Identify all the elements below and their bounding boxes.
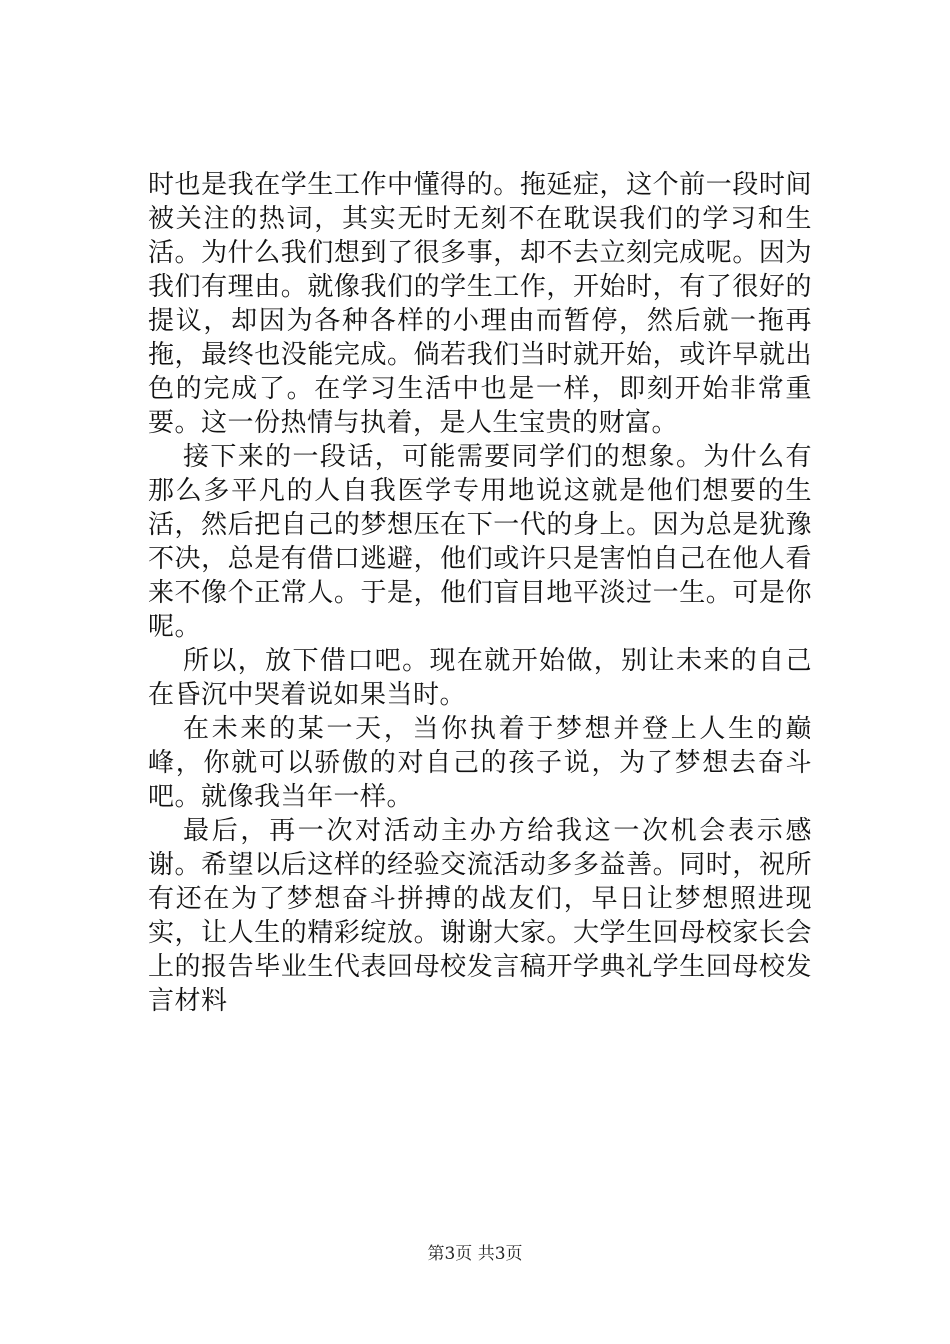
page-footer: 第3页 共3页 [427, 1244, 523, 1264]
paragraph-4: 在未来的某一天，当你执着于梦想并登上人生的巅峰，你就可以骄傲的对自己的孩子说，为了梦想去奋斗吧。就像我当年一样。 [148, 714, 812, 812]
paragraph-2: 接下来的一段话，可能需要同学们的想象。为什么有那么多平凡的人自我医学专用地说这就是他们想要的生活，然后把自己的梦想压在下一代的身上。因为总是犹豫不决，总是有借口逃避，他们或许只是害怕自己在他人看来不像个正常人。于是，他们盲目地平淡过一生。可是你呢。 [148, 442, 812, 642]
paragraph-1: 时也是我在学生工作中懂得的。拖延症，这个前一段时间被关注的热词，其实无时无刻不在耽误我们的学习和生活。为什么我们想到了很多事，却不去立刻完成呢。因为我们有理由。就像我们的学生工作，开始时，有了很好的提议，却因为各种各样的小理由而暂停，然后就一拖再拖，最终也没能完成。倘若我们当时就开始，或许早就出色的完成了。在学习生活中也是一样，即刻开始非常重要。这一份热情与执着，是人生宝贵的财富。 [148, 170, 812, 438]
paragraph-5: 最后，再一次对活动主办方给我这一次机会表示感谢。希望以后这样的经验交流活动多多益善。同时，祝所有还在为了梦想奋斗拼搏的战友们，早日让梦想照进现实，让人生的精彩绽放。谢谢大家。大学生回母校家长会上的报告毕业生代表回母校发言稿开学典礼学生回母校发言材料 [148, 816, 812, 1016]
paragraph-3: 所以，放下借口吧。现在就开始做，别让未来的自己在昏沉中哭着说如果当时。 [148, 646, 812, 710]
document-body [148, 168, 812, 1018]
